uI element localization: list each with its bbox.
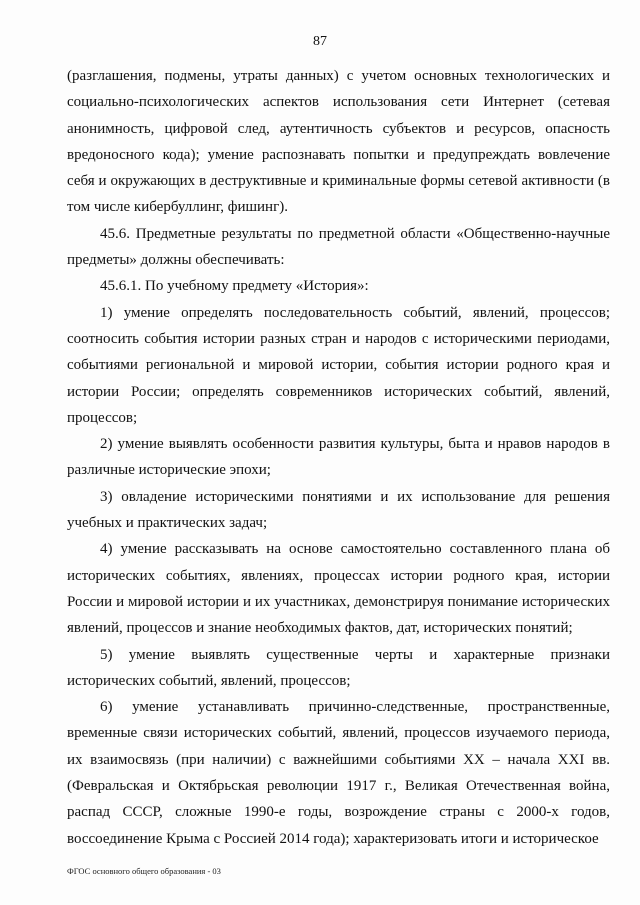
list-item-3: 3) овладение историческими понятиями и их использование для решения учебных и практических задач; [67,488,610,532]
paragraph-section-45-6-1: 45.6.1. По учебному предмету «История»: [100,278,369,295]
document-body [67,63,610,852]
list-item-1: 1) умение определять последовательность событий, явлений, процессов; соотносить события истории разных стран и народов с историческими периодами, событиями региональной и мировой истории, события истории родного края и истории России; определять современников исторических событий, явлений, процессов; [67,304,610,426]
page-footer: ФГОС основного общего образования - 03 [67,866,221,876]
list-item-5: 5) умение выявлять существенные черты и характерные признаки исторических событий, явлений, процессов; [67,646,610,689]
paragraph-continuation: (разглашения, подмены, утраты данных) с учетом основных технологических и социально-психологических аспектов использования сети Интернет (сетевая анонимность, цифровой след, аутентичность субъектов и ресурсов, опасность вредоносного кода); умение распознавать попытки и предупреждать вовлечение себя и окружающих в деструктивные и криминальные формы сетевой активности (в том числе кибербуллинг, фишинг). [67,68,610,216]
list-item-4: 4) умение рассказывать на основе самостоятельно составленного плана об исторических событиях, явлениях, процессах истории родного края, истории России и мировой истории и их участниках, демонстрируя понимание исторических явлений, процессов и знание необходимых фактов, дат, исторических понятий; [67,541,610,637]
paragraph-section-45-6: 45.6. Предметные результаты по предметной области «Общественно-научные предметы» должны обеспечивать: [67,225,610,269]
list-item-2: 2) умение выявлять особенности развития культуры, быта и нравов народов в различные исторические эпохи; [67,436,610,479]
page-number: 87 [313,34,327,49]
list-item-6: 6) умение устанавливать причинно-следственные, пространственные, временные связи исторических событий, явлений, процессов изучаемого периода, их взаимосвязь (при наличии) с важнейшими событиями XX – начала XXI вв. (Февральская и Октябрьская революции 1917 г., Великая Отечественная война, распад СССР, сложные 1990-е годы, возрождение страны с 2000-х годов, воссоединение Крыма с Россией 2014 года); характеризовать итоги и историческое [67,699,610,847]
